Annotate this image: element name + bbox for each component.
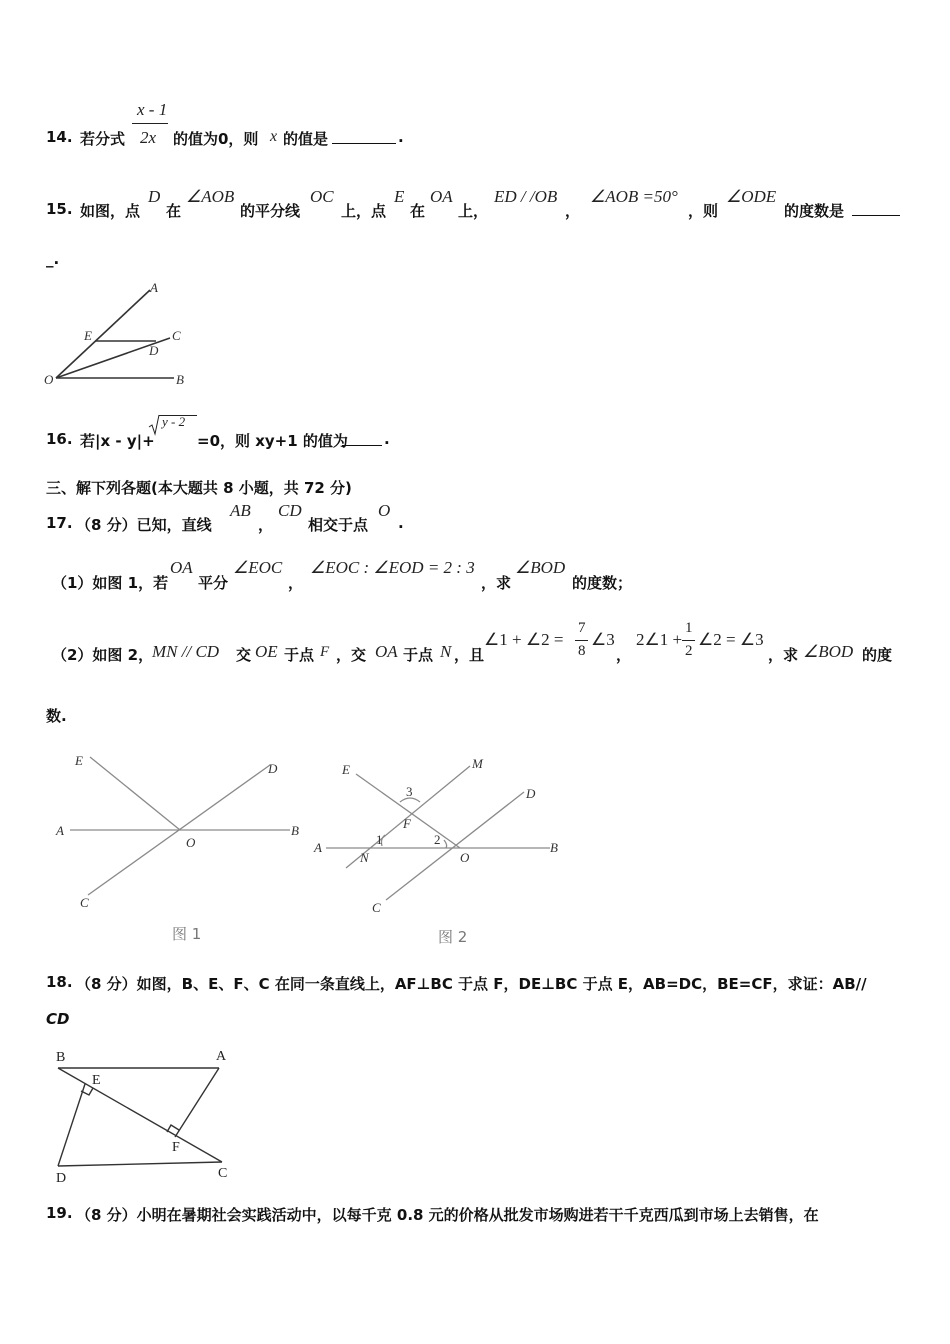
q17-fig1-caption: 图 1 — [172, 925, 202, 943]
q15-parallel: ED / /OB — [494, 187, 558, 206]
q17-text-1: 相交于点 — [308, 516, 369, 534]
q17-fig2-label-m: M — [472, 756, 483, 771]
q15-fig-label-b: B — [176, 372, 184, 387]
q17-p2-oe: OE — [255, 642, 278, 661]
q15-segment-oc: OC — [310, 187, 334, 206]
q17-fig2-angle-2-arc — [444, 840, 447, 848]
q17-line-cd: CD — [278, 501, 302, 520]
q17-end: . — [398, 514, 404, 532]
q17-p2-angle-bod: ∠BOD — [803, 642, 854, 661]
q18-fig-segment-de — [58, 1084, 85, 1166]
q15-text-8: 的度数是 — [784, 202, 845, 220]
q17-p2-point-n: N — [440, 642, 452, 661]
q15-text-4: 上，点 — [341, 202, 387, 220]
q17-fig2-label-1: 1 — [376, 832, 383, 847]
q14-prefix: 若分式 — [80, 130, 126, 148]
q17-p2-eq2-left: 2∠1 + — [636, 630, 683, 649]
q17-intro: （8 分）已知，直线 — [76, 516, 212, 534]
q17-p1-text-1: 平分 — [198, 574, 229, 592]
q17-fig2-label-n: N — [360, 850, 369, 865]
q14-fraction-bar — [132, 123, 168, 124]
q17-p2-text-6: ，求 — [768, 646, 799, 664]
q17-p2-continuation: 数. — [46, 707, 67, 725]
q17-p2-eq1-fraction-bar — [575, 640, 588, 641]
q15-fig-label-a: A — [150, 280, 158, 295]
q15-angle-aob: ∠AOB — [186, 187, 235, 206]
q14-fraction-denominator: 2x — [140, 128, 157, 147]
q17-fig2-label-3: 3 — [406, 784, 413, 799]
q18-fig-label-a: A — [216, 1049, 227, 1064]
q14-number: 14. — [46, 128, 73, 146]
q17-fig2-label-2: 2 — [434, 832, 441, 847]
q19-text: （8 分）小明在暑期社会实践活动中，以每千克 0.8 元的价格从批发市场购进若干千克西瓜到市场上去销售，在 — [76, 1206, 819, 1224]
q17-fig2-label-b: B — [550, 840, 558, 855]
q17-p2-text-7: 的度 — [862, 646, 893, 664]
q16-number: 16. — [46, 430, 73, 448]
q14-middle: 的值为0，则 — [173, 130, 259, 148]
q17-p2-text-3: ，交 — [336, 646, 367, 664]
q17-fig1-label-d: D — [268, 761, 278, 776]
q17-fig2-label-a: A — [314, 840, 322, 855]
q17-fig2-label-o: O — [460, 850, 470, 865]
q16-end: . — [384, 430, 390, 448]
q18-fig-label-d: D — [56, 1171, 67, 1184]
q17-figure-1 — [48, 745, 318, 950]
q15-angle-given: ∠AOB =50° — [590, 187, 678, 206]
q15-text-6: 上， — [458, 202, 489, 220]
q17-p2-comma: ， — [616, 646, 632, 664]
q17-fig1-label-b: B — [291, 823, 299, 838]
q17-fig2-label-d: D — [526, 786, 536, 801]
section-3-title: 三、解下列各题(本大题共 8 小题，共 72 分) — [46, 479, 352, 497]
q17-figure-2 — [306, 750, 576, 950]
q15-fig-ray-oa — [56, 290, 150, 378]
q15-continuation: _. — [46, 250, 60, 268]
q18-fig-label-f: F — [172, 1140, 180, 1155]
q15-angle-ode: ∠ODE — [726, 187, 777, 206]
q18-fig-segment-dc — [58, 1162, 222, 1166]
q17-p2-point-f: F — [320, 644, 330, 660]
q17-p2-label: （2）如图 2， — [52, 646, 154, 664]
q17-p2-eq2-fraction-bar — [682, 640, 695, 641]
q14-fraction-numerator: x - 1 — [137, 100, 168, 119]
q17-p2-eq1-numerator: 7 — [578, 620, 586, 636]
q17-fig2-label-e: E — [342, 762, 350, 777]
q15-fig-label-d: D — [149, 343, 159, 358]
q18-fig-label-e: E — [92, 1073, 101, 1088]
q17-fig2-label-c: C — [372, 900, 381, 915]
q17-p2-mn-parallel-cd: MN // CD — [152, 642, 220, 661]
q17-point-o: O — [378, 501, 391, 520]
q18-continuation: CD — [46, 1010, 70, 1028]
q17-fig2-label-f: F — [403, 816, 411, 831]
q15-fig-label-o: O — [44, 372, 54, 387]
q15-number: 15. — [46, 200, 73, 218]
q17-p1-oa: OA — [170, 558, 193, 577]
q15-answer-blank — [852, 203, 900, 216]
q17-p2-text-2: 于点 — [284, 646, 315, 664]
q15-figure — [40, 278, 200, 393]
q17-p1-angle-eoc: ∠EOC — [233, 558, 283, 577]
q17-fig1-label-a: A — [56, 823, 64, 838]
q17-comma: ， — [258, 516, 274, 534]
q17-fig2-line-cd — [386, 792, 524, 900]
q14-variable: x — [270, 128, 278, 145]
q17-p2-eq2-denominator: 2 — [685, 643, 693, 659]
q17-number: 17. — [46, 514, 73, 532]
q17-fig1-label-e: E — [75, 753, 83, 768]
q18-number: 18. — [46, 973, 73, 991]
q18-fig-label-b: B — [56, 1050, 66, 1065]
q17-p1-angle-bod: ∠BOD — [515, 558, 566, 577]
q15-text-2: 在 — [166, 202, 182, 220]
q17-fig2-caption: 图 2 — [438, 928, 468, 946]
q17-p2-oa: OA — [375, 642, 398, 661]
q18-fig-segment-af — [175, 1068, 219, 1137]
q14-answer-blank — [332, 131, 396, 144]
q14-end: . — [398, 128, 404, 146]
q18-text: （8 分）如图，B、E、F、C 在同一条直线上，AF⊥BC 于点 F，DE⊥BC 于点 E，AB=DC，BE=CF，求证：AB// — [76, 975, 867, 993]
q16-radical-sign — [148, 414, 160, 436]
q17-p2-eq2-numerator: 1 — [685, 620, 693, 636]
q17-p2-eq2-right: ∠2 = ∠3 — [698, 630, 764, 649]
q17-p2-eq1-left: ∠1 + ∠2 = — [484, 630, 564, 649]
q18-fig-label-c: C — [218, 1166, 228, 1181]
q15-comma: ， — [565, 202, 581, 220]
q15-text-1: 如图，点 — [80, 202, 141, 220]
q15-point-d: D — [148, 187, 161, 206]
q15-text-3: 的平分线 — [240, 202, 301, 220]
q17-p2-text-4: 于点 — [403, 646, 434, 664]
q17-p1-comma: ， — [288, 574, 304, 592]
q15-text-7: ，则 — [688, 202, 719, 220]
q18-figure — [44, 1044, 244, 1184]
q16-suffix: =0，则 xy+1 的值为 — [197, 432, 348, 450]
q17-p1-ratio: ∠EOC : ∠EOD = 2 : 3 — [310, 558, 475, 577]
q17-p1-label: （1）如图 1，若 — [52, 574, 169, 592]
q16-answer-blank — [342, 433, 382, 446]
q17-fig1-label-c: C — [80, 895, 89, 910]
q15-fig-label-e: E — [84, 328, 92, 343]
q17-fig1-ray-oe — [90, 757, 180, 830]
q17-p2-eq1-right: ∠3 — [591, 630, 615, 649]
q17-line-ab: AB — [230, 501, 251, 520]
q16-sqrt-body: y - 2 — [162, 414, 186, 429]
q14-suffix: 的值是 — [283, 130, 329, 148]
q15-segment-oa: OA — [430, 187, 453, 206]
q19-number: 19. — [46, 1204, 73, 1222]
q15-point-e: E — [394, 187, 405, 206]
q15-fig-label-c: C — [172, 328, 181, 343]
q18-fig-segment-bc — [58, 1068, 222, 1162]
q16-prefix: 若|x - y|+ — [80, 432, 155, 450]
q17-p1-text-3: 的度数； — [572, 574, 633, 592]
q15-text-5: 在 — [410, 202, 426, 220]
q17-p1-text-2: ，求 — [481, 574, 512, 592]
q17-p2-text-5: ，且 — [454, 646, 485, 664]
q17-fig1-label-o: O — [186, 835, 196, 850]
q17-p2-text-1: 交 — [236, 646, 252, 664]
q17-p2-eq1-denominator: 8 — [578, 643, 586, 659]
